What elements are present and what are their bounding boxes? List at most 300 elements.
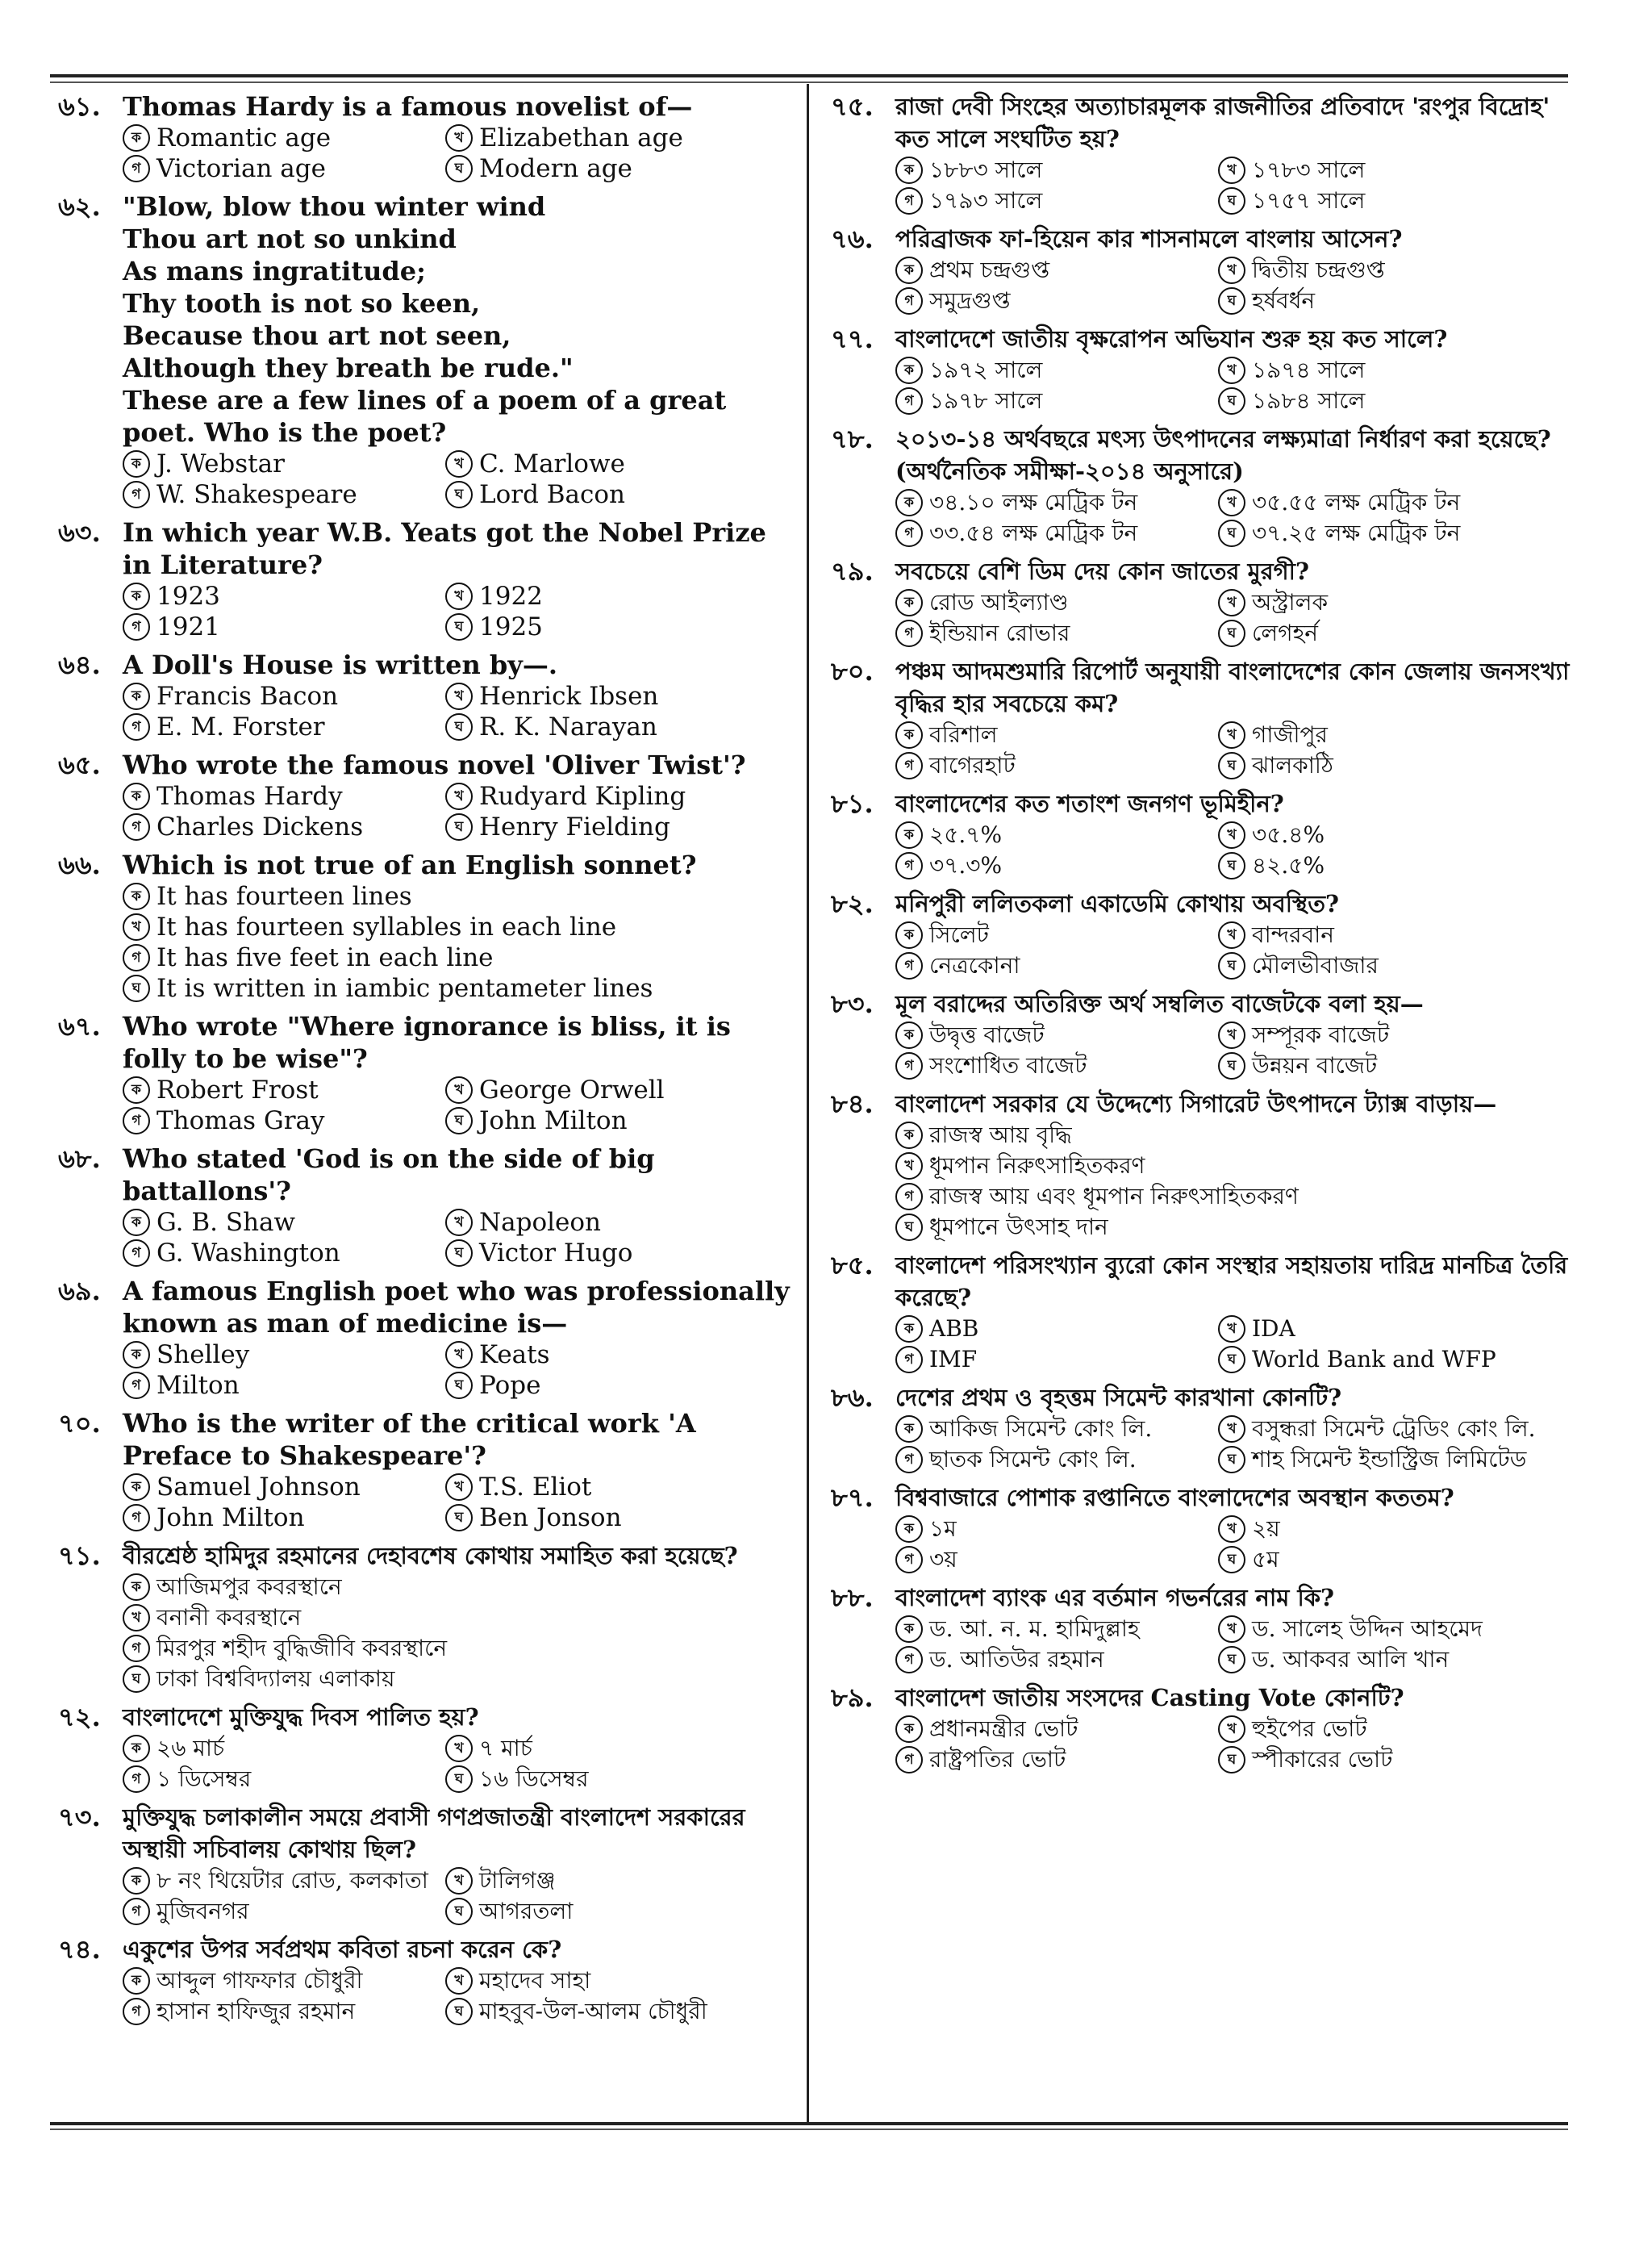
answer-option [1218,720,1573,750]
question-header [58,90,792,123]
option-marker: ঘ [123,1665,150,1693]
question [831,423,1573,549]
option-marker: গ [895,1746,923,1773]
option-marker: খ [445,1341,473,1368]
answer-option [1218,587,1573,618]
question-header [58,849,792,881]
answer-option [895,1514,1202,1544]
option-label: ১৭৫৭ সালে [1252,187,1366,214]
answer-option [123,1896,429,1927]
option-marker: গ [895,1183,923,1210]
question-number: ৬৭. [58,1011,101,1042]
option-label: হর্ষবর্ধন [1252,287,1316,314]
question [58,90,792,184]
answer-option [123,1238,429,1268]
option-label: Charles Dickens [156,813,364,842]
answer-option [123,1764,429,1794]
question [831,788,1573,881]
option-label: মিরপুর শহীদ বুদ্ধিজীবি কবরস্থানে [156,1635,448,1661]
options-grid [123,1572,792,1694]
question-text [895,1381,1573,1414]
option-marker: খ [445,1735,473,1762]
question-text-line: Who stated 'God is on the side of big battallons'? [123,1143,655,1206]
question-header [831,988,1573,1020]
question-number: ৭৭. [831,324,874,354]
options-grid [123,1733,792,1794]
question-number: ৬৮. [58,1143,101,1174]
option-marker: ঘ [895,1214,923,1241]
option-marker: ক [123,1573,150,1601]
option-marker: গ [895,1346,923,1373]
question [58,1801,792,1927]
question-header [58,190,792,449]
option-marker: ঘ [445,1504,473,1531]
option-marker: ঘ [1218,852,1245,879]
option-marker: ঘ [1218,620,1245,647]
option-label: E. M. Forster [156,712,325,742]
option-marker: খ [123,913,150,941]
option-marker: ঘ [445,1898,473,1925]
question-header [58,1143,792,1207]
question [58,516,792,642]
question [58,1143,792,1268]
answer-option [895,1151,1573,1181]
answer-option [123,881,792,912]
option-label: IMF [929,1346,978,1372]
option-marker: ঘ [1218,187,1245,215]
option-label: Victorian age [156,154,326,183]
option-marker: ক [895,489,923,516]
question [831,555,1573,649]
question-header [831,1249,1573,1314]
options-grid [895,255,1573,316]
option-label: অস্ট্রালক [1252,589,1329,616]
answer-option [445,1472,792,1502]
question [58,849,792,1004]
answer-option [123,1664,792,1694]
answer-option [123,1207,429,1238]
answer-option [895,155,1202,186]
option-label: ১৮৮৩ সালে [929,157,1043,183]
question-text [123,1010,792,1075]
answer-option [895,518,1202,549]
option-label: সম্পূরক বাজেট [1252,1021,1390,1048]
answer-option [1218,1314,1573,1344]
option-marker: গ [123,1998,150,2025]
option-marker: ক [123,1967,150,1995]
question [58,1407,792,1533]
answer-option [1218,186,1573,216]
option-marker: ক [895,1615,923,1643]
answer-option [895,1051,1202,1081]
question-header [58,1010,792,1075]
option-label: Pope [479,1371,541,1400]
option-label: ৩৩.৫৪ লক্ষ মেট্রিক টন [929,520,1138,546]
option-label: মাহবুব-উল-আলম চৌধুরী [479,1998,707,2024]
options-grid [123,1075,792,1136]
question-text [123,1933,792,1966]
answer-option [1218,850,1573,881]
question [58,190,792,510]
question-number: ৬৬. [58,850,101,880]
option-label: দ্বিতীয় চন্দ্রগুপ্ত [1252,257,1385,283]
answer-option [1218,355,1573,386]
option-marker: খ [445,1209,473,1236]
question-header [58,1701,792,1733]
top-rule-thin [50,81,1568,83]
answer-option [445,581,792,612]
answer-option [1218,1744,1573,1775]
option-label: John Milton [156,1503,305,1532]
option-marker: ঘ [445,481,473,508]
option-label: Robert Frost [156,1076,319,1105]
question-text-line: A famous English poet who was professionally known as man of medicine is— [123,1276,790,1339]
options-grid [123,1207,792,1268]
question-text [123,649,792,681]
question-text [895,1581,1573,1614]
question-text [123,516,792,581]
answer-option [1218,1414,1573,1444]
option-label: বসুন্ধরা সিমেন্ট ট্রেডিং কোং লি. [1252,1415,1536,1442]
option-marker: ঘ [1218,287,1245,315]
question-number: ৭৯. [831,556,874,587]
option-label: ১৯৭২ সালে [929,357,1043,383]
column-divider [807,84,809,2125]
option-label: Henrick Ibsen [479,682,659,711]
question-text [895,90,1573,155]
question-header [831,1381,1573,1414]
answer-option [123,153,429,184]
answer-option [445,812,792,842]
option-label: রাজস্ব আয় এবং ধূমপান নিরুৎসাহিতকরণ [929,1183,1299,1209]
question-header [58,1540,792,1572]
question-text-line: মনিপুরী ললিতকলা একাডেমি কোথায় অবস্থিত? [895,890,1340,917]
option-marker: ক [123,883,150,910]
question-text-line: Thou art not so unkind [123,224,457,254]
options-grid [123,1966,792,2027]
answer-option [1218,1020,1573,1051]
answer-option [445,781,792,812]
question-text-line: In which year W.B. Yeats got the Nobel Prize in Literature? [123,517,766,580]
answer-option [895,386,1202,416]
option-marker: ঘ [445,155,473,182]
answer-option [895,487,1202,518]
answer-option [895,820,1202,850]
option-label: হাসান হাফিজুর রহমান [156,1998,356,2024]
question-text-line: বাংলাদেশে মুক্তিযুদ্ধ দিবস পালিত হয়? [123,1703,479,1731]
question-text-line: A Doll's House is written by—. [123,650,557,680]
question [831,1581,1573,1675]
option-label: 1922 [479,582,543,611]
question-number: ৮৯. [831,1682,874,1713]
options-grid [123,1472,792,1533]
option-label: ধূমপান নিরুৎসাহিতকরণ [929,1152,1145,1179]
answer-option [123,581,429,612]
question-text-line: Thomas Hardy is a famous novelist of— [123,91,693,122]
answer-option [895,1181,1573,1212]
question-header [831,1481,1573,1514]
options-grid [123,449,792,510]
question [831,1682,1573,1775]
option-label: ড. আতিউর রহমান [929,1646,1104,1673]
option-label: রাজস্ব আয় বৃদ্ধি [929,1122,1072,1148]
option-marker: ঘ [1218,752,1245,779]
option-label: Napoleon [479,1208,602,1237]
option-marker: খ [445,683,473,710]
option-label: ৭ মার্চ [479,1735,532,1761]
question-text-line: বাংলাদেশে জাতীয় বৃক্ষরোপন অভিযান শুরু হয় কত সালে? [895,325,1448,353]
answer-option [1218,1644,1573,1675]
option-label: নেত্রকোনা [929,952,1020,979]
question-text [895,1249,1573,1314]
option-marker: ক [895,721,923,749]
option-marker: গ [895,520,923,547]
option-marker: গ [895,952,923,980]
option-label: It has fourteen syllables in each line [156,913,617,942]
options-grid [895,1714,1573,1775]
option-marker: খ [1218,489,1245,516]
answer-option [895,1744,1202,1775]
answer-option [1218,950,1573,981]
answer-option [445,1105,792,1136]
option-marker: ক [123,1076,150,1104]
question-text-line: বাংলাদেশ পরিসংখ্যান ব্যুরো কোন সংস্থার সহায়তায় দারিদ্র মানচিত্র তৈরি করেছে? [895,1251,1568,1311]
question-number: ৭০. [58,1408,101,1439]
answer-option [445,1865,792,1896]
option-marker: খ [1218,257,1245,284]
option-marker: ক [895,1021,923,1049]
option-label: ABB [929,1315,979,1342]
option-label: Victor Hugo [479,1239,633,1268]
question-number: ৬৪. [58,650,101,680]
answer-option [123,1733,429,1764]
option-marker: খ [1218,1615,1245,1643]
answer-option [123,712,429,742]
option-marker: গ [895,287,923,315]
options-grid [123,1339,792,1401]
answer-option [445,1207,792,1238]
question-text [895,555,1573,587]
option-label: Henry Fielding [479,813,670,842]
answer-option [895,1120,1573,1151]
option-label: উদ্বৃত্ত বাজেট [929,1021,1045,1048]
option-marker: ক [895,589,923,616]
answer-option [123,1105,429,1136]
question-header [831,1682,1573,1714]
question-number: ৬৯. [58,1276,101,1306]
answer-option [1218,920,1573,950]
question-header [831,323,1573,355]
option-marker: ঘ [445,1107,473,1134]
options-grid [895,587,1573,649]
option-label: ড. সালেহ উদ্দিন আহমেদ [1252,1615,1483,1642]
bottom-rule-thin [50,2129,1568,2130]
option-label: It is written in iambic pentameter lines [156,974,653,1003]
option-marker: খ [445,583,473,610]
question-number: ৬১. [58,91,101,122]
option-marker: ঘ [445,613,473,641]
answer-option [895,1314,1202,1344]
question-header [831,223,1573,255]
question-text-line: দেশের প্রথম ও বৃহত্তম সিমেন্ট কারখানা কোনটি? [895,1384,1342,1411]
option-label: ৩৪.১০ লক্ষ মেট্রিক টন [929,489,1138,516]
option-marker: ঘ [1218,387,1245,415]
question-number: ৬৫. [58,750,101,780]
option-marker: ক [895,821,923,849]
option-marker: গ [123,481,150,508]
option-label: বাগেরহাট [929,752,1016,779]
option-label: ঝালকাঠি [1252,752,1333,779]
question-text [895,1481,1573,1514]
answer-option [445,1339,792,1370]
answer-option [1218,1444,1573,1475]
option-label: ১৬ ডিসেম্বর [479,1765,589,1792]
option-label: Keats [479,1340,550,1369]
option-marker: খ [1218,589,1245,616]
question-header [58,1275,792,1339]
option-label: ৪২.৫% [1252,852,1325,879]
option-label: বরিশাল [929,721,998,748]
answer-option [1218,487,1573,518]
option-marker: খ [445,783,473,810]
answer-option [895,720,1202,750]
question-text-line: These are a few lines of a poem of a great poet. Who is the poet? [123,385,727,448]
option-label: ৩৭.২৫ লক্ষ মেট্রিক টন [1252,520,1461,546]
option-label: বান্দরবান [1252,921,1334,948]
answer-option [123,612,429,642]
question [58,1275,792,1401]
option-label: ছাতক সিমেন্ট কোং লি. [929,1446,1137,1473]
question-number: ৭২. [58,1702,101,1732]
question [831,223,1573,316]
question-text [895,423,1573,487]
question-header [831,788,1573,820]
answer-option [123,1472,429,1502]
option-marker: খ [1218,1315,1245,1343]
option-marker: গ [895,1052,923,1080]
question-text [895,888,1573,920]
answer-option [445,479,792,510]
question-header [831,1581,1573,1614]
option-marker: গ [895,1446,923,1473]
answer-option [445,612,792,642]
option-marker: খ [445,1967,473,1995]
option-marker: গ [123,1504,150,1531]
answer-option [895,618,1202,649]
option-marker: ঘ [1218,1646,1245,1673]
option-marker: খ [445,1076,473,1104]
options-grid [895,920,1573,981]
option-marker: গ [895,1546,923,1573]
option-label: ১৭৮৩ সালে [1252,157,1366,183]
option-marker: ঘ [123,975,150,1002]
option-label: গাজীপুর [1252,721,1328,748]
option-label: ৫ম [1252,1546,1279,1573]
answer-option [895,850,1202,881]
question-text [895,988,1573,1020]
answer-option [1218,518,1573,549]
answer-option [123,1339,429,1370]
option-marker: গ [123,1239,150,1267]
answer-option [445,1502,792,1533]
question-header [58,1801,792,1865]
question [58,1010,792,1136]
question-number: ৭৩. [58,1802,101,1832]
question-number: ৮৫. [831,1250,874,1280]
question-text-line: Who wrote "Where ignorance is bliss, it is folly to be wise"? [123,1011,731,1074]
question-header [831,555,1573,587]
option-marker: ঘ [1218,952,1245,980]
option-marker: খ [1218,1715,1245,1743]
option-marker: খ [1218,357,1245,384]
bottom-rule [50,2122,1568,2125]
option-marker: ঘ [445,1372,473,1399]
question-number: ৮৬. [831,1382,874,1413]
option-label: World Bank and WFP [1252,1346,1496,1372]
question-header [831,655,1573,720]
question-text-line: বাংলাদেশ সরকার যে উদ্দেশ্যে সিগারেট উৎপাদনে ট্যাক্স বাড়ায়— [895,1090,1497,1118]
option-label: প্রধানমন্ত্রীর ভোট [929,1715,1078,1742]
option-marker: গ [123,944,150,971]
option-label: বনানী কবরস্থানে [156,1604,302,1631]
question-text [895,1088,1573,1120]
question-number: ৬৩. [58,517,101,548]
option-label: ইন্ডিয়ান রোভার [929,620,1070,646]
option-marker: খ [445,124,473,152]
option-label: T.S. Eliot [479,1473,592,1502]
option-marker: ক [123,1867,150,1895]
option-marker: গ [123,1765,150,1793]
question-text [895,323,1573,355]
option-marker: খ [1218,1021,1245,1049]
question [58,649,792,742]
option-marker: ক [895,257,923,284]
option-marker: খ [1218,721,1245,749]
option-marker: খ [1218,821,1245,849]
option-label: ২য় [1252,1515,1280,1542]
option-marker: গ [123,713,150,741]
option-marker: ঘ [1218,520,1245,547]
options-grid [895,1514,1573,1575]
answer-option [445,1733,792,1764]
option-label: টালিগঞ্জ [479,1867,556,1894]
question [58,1933,792,2027]
options-grid [895,1614,1573,1675]
answer-option [1218,1714,1573,1744]
left-column [58,90,792,2033]
option-label: মুজিবনগর [156,1898,249,1924]
option-label: R. K. Narayan [479,712,657,742]
right-column [831,90,1573,1782]
question-text-line: একুশের উপর সর্বপ্রথম কবিতা রচনা করেন কে? [123,1936,562,1963]
answer-option [895,186,1202,216]
option-marker: গ [895,620,923,647]
answer-option [1218,155,1573,186]
option-label: Elizabethan age [479,123,683,152]
option-marker: গ [123,155,150,182]
question-number: ৮৮. [831,1582,874,1613]
option-marker: গ [895,387,923,415]
option-marker: ক [123,1473,150,1501]
option-marker: গ [895,1646,923,1673]
answer-option [445,1075,792,1105]
answer-option [123,479,429,510]
answer-option [895,255,1202,286]
question-header [58,1933,792,1966]
question-text-line: Although they breath be rude." [123,353,574,383]
option-label: ১৯৭৮ সালে [929,387,1043,414]
option-label: Francis Bacon [156,682,339,711]
